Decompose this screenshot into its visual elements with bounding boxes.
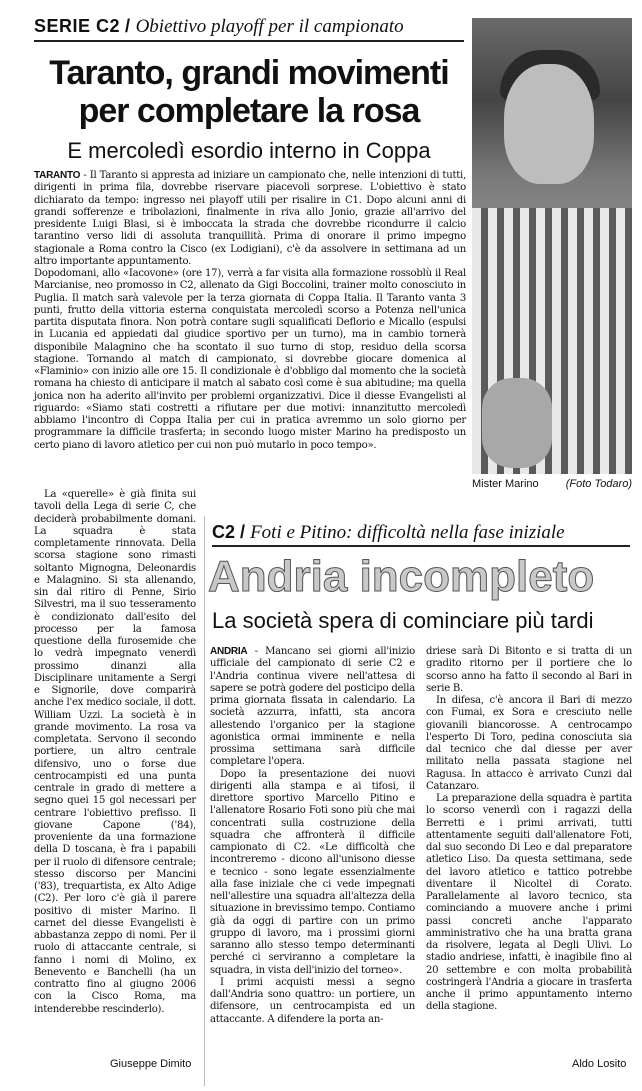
article2-paragraph-1 <box>210 646 415 769</box>
kicker-separator: / <box>240 522 246 542</box>
kicker-separator: / <box>125 16 131 36</box>
article2-column-1 <box>210 646 415 1026</box>
photo-face <box>504 64 594 184</box>
article2-signature: Aldo Losito <box>572 1058 627 1070</box>
column-divider <box>204 516 205 1086</box>
article2-column-2 <box>426 646 632 1014</box>
kicker-rule <box>212 545 630 547</box>
headline-line-2: per completare la rosa <box>78 92 420 130</box>
section-label: SERIE C2 <box>34 16 121 36</box>
section-label: C2 <box>212 522 236 542</box>
article2-paragraph-3: I primi acquisti messi a segno dall'Andria sono quattro: un portiere, un difensore, un centrocampista ed un attaccante. A difendere la porta an- <box>210 976 415 1025</box>
article2-paragraph-5: In difesa, c'è ancora il Bari di mezzo con Fumai, ex Sora e cresciuto nelle giovanili biancorosse. A centrocampo l'esperto Di Toro, pedina conosciuta sia dal tecnico che dal diesse per aver militato nella passata stagione nel Ragusa. In attacco è arrivato Cunzi dal Catanzaro. <box>426 695 632 792</box>
dateline: TARANTO <box>34 170 81 181</box>
article2-subhead: La società spera di cominciare più tardi <box>212 608 594 633</box>
article1-body-left <box>34 489 196 1016</box>
paragraph-text: - Il Taranto si appresta ad iniziare un campionato che, nelle intenzioni di tutti, dirigenti in prima fila, dovrebbe riservare piacevoli sorprese. L'obiettivo è stato dichiarato da tempo: ingresso nei playoff utili per risalire in C1. Dopo alcuni anni di grandi sofferenze e tribolazioni, finalmente in riva allo Jonio, grazie all'arrivo del presidente Luigi Blasi, si è imboccata la strada che dovrebbe ricondurre il calcio tarantino verso lidi di assoluta tranquillità. Prima di onorare il primo impegno stagionale a Roma contro la Cisco (ex Lodigiani), c'è da assolvere in settimana ad un altro importante appuntamento. <box>34 170 466 267</box>
kicker-rule <box>34 40 464 42</box>
caption-name: Mister Marino <box>472 478 539 490</box>
article2-kicker <box>212 522 565 544</box>
caption-credit: (Foto Todaro) <box>565 478 632 490</box>
article1-paragraph-3: La «querelle» è già finita sui tavoli della Lega di serie C, che deciderà probabilmente domani. La squadra è stata completamente rinnovata. Della scorsa stagione sono rimasti soltanto Mignogna, Deleonardis e Malagnino. Si sta allenando, sin dal ritiro di Penne, Sirio Silvestri, ma il suo tesseramento è condizionato dall'esito del processo per la famosa questione della furosemide che lo vedrà impegnato venerdì prossimo dinanzi alla Disciplinare unitamente a Sergi e Signorile, dove comparirà anche l'ex medico sociale, il dott. William Uzzi. La società è in grande movimento. La rosa va completata. Servono il secondo portiere, un altro centrale difensivo, uno o forse due centrocampisti ed una punta centrale in grado di mettere a segno quei 15 gol necessari per centrare l'obiettivo prefisso. Il giovane Capone ('84), proveniente da una formazione della D toscana, è fra i papabili per il ruolo di difensore centrale; stesso discorso per Mancini ('83), trequartista, ex Alto Adige (C2). Per loro c'è già il parere positivo di mister Marino. Il carnet del diesse Evangelisti è abbastanza zeppo di nomi. Per il ruolo di attaccante centrale, si fanno i nomi di Molino, ex Benevento e Banchelli (ha un contratto fino al giugno 2006 con la Cisco Roma, ma intenderebbe rescinderlo). <box>34 489 196 1015</box>
article1-paragraph-1 <box>34 170 466 268</box>
article1-paragraph-2: Dopodomani, allo «Iacovone» (ore 17), verrà a far visita alla formazione rossoblù il Real Marcianise, neo promosso in C2, allenato da Gigi Boccolini, trainer molto conosciuto in Puglia. Il match sarà valevole per la terza giornata di Coppa Italia. Il Taranto vanta 3 punti, frutto della vittoria esterna conquistata mercoledì scorso a Potenza nell'unica partita disputata finora. Non potrà contare sugli squalificati Deflorio e Micallo (espulsi in Lucania ed appiedati dal giudice sportivo per un turno), ma in cambio tornerà disponibile Malagnino che ha scontato il suo turno di stop, residuo della scorsa stagione. Tornando al match di campionato, si dovrebbe giocare domenica al «Flaminio» con inizio alle ore 15. Il condizionale è d'obbligo dal momento che la società romana ha chiesto di anticipare il match al sabato così come è sua abitudine; ma quella jonica non ha aderito all'invito per problemi organizzativi. Dice il diesse Evangelisti al riguardo: «Siamo stati costretti a rifiutare per due motivi: innanzitutto mercoledì abbiamo l'incontro di Coppa Italia per cui in pratica avremmo un solo giorno per programmare la difficile trasferta; in secondo luogo mister Marino ha predisposto un certo piano di lavoro atletico per cui non può mutarlo in poco tempo». <box>34 268 466 451</box>
article1-kicker <box>34 16 404 38</box>
photo-caption <box>472 478 632 490</box>
dateline: ANDRIA <box>210 646 248 657</box>
article1-body-top <box>34 170 466 452</box>
article2-headline: Andria incompleto <box>208 552 595 601</box>
photo-hand <box>482 378 552 468</box>
coach-photo <box>472 18 632 474</box>
kicker-topic: Obiettivo playoff per il campionato <box>135 16 404 37</box>
article1-headline <box>34 54 464 130</box>
article2-paragraph-2: Dopo la presentazione dei nuovi dirigenti alla stampa e ai tifosi, il direttore sportivo Marcello Pitino e l'allenatore Rosario Foti sono più che mai concentrati sulla costruzione della squadra che affronterà il difficile campionato di C2. «Le difficoltà che incontreremo - dicono all'unisono diesse e tecnico - sono legate essenzialmente alla fase iniziale che ci vede impegnati nell'allestire una squadra all'altezza della situazione in brevissimo tempo. Contiamo già da oggi di partire con un primo gruppo di lavoro, ma i prossimi giorni saranno allo stesso tempo determinanti perché ci serviranno a completare la squadra, in vista dell'inizio del torneo». <box>210 768 415 976</box>
kicker-topic: Foti e Pitino: difficoltà nella fase iniziale <box>250 522 565 543</box>
article1-signature: Giuseppe Dimito <box>110 1058 192 1070</box>
headline-line-1: Taranto, grandi movimenti <box>49 54 449 92</box>
paragraph-text: - Mancano sei giorni all'inizio ufficiale del campionato di serie C2 e l'Andria continua vivere nell'attesa di sapere se potrà godere del posticipo della prima giornata fissata in calendario. La società azzurra, infatti, sta ancora allestendo l'organico per la stagione agonistica ormai imminente e nella prossima settimana sarà difficile completare l'opera. <box>210 646 415 768</box>
article2-paragraph-6: La preparazione della squadra è partita lo scorso venerdì con i ragazzi della Berretti e i primi arrivati, tutti attentamente seguiti dall'allenatore Foti, dal suo secondo Di Leo e dal preparatore atletico Liso. Da questa settimana, sede del lavoro atletico e tattico potrebbe diventare il Nicoltel di Corato. Parallelamente al lavoro tecnico, sta cominciando a muovere anche i primi passi concreti anche l'apparato amministrativo che ha una bratta grana da risolvere, legata al Degli Ulivi. Lo stadio andriese, infatti, è inagibile fino al 20 settembre e con molta probabilità costringerà l'Andria a giocare in trasferta anche il primo appuntamento interno della stagione. <box>426 793 632 1013</box>
article2-paragraph-4: driese sarà Di Bitonto e si tratta di un gradito ritorno per il portiere che lo scorso anno ha fatto il secondo al Bari in serie B. <box>426 646 632 694</box>
article1-subhead: E mercoledì esordio interno in Coppa <box>67 138 431 163</box>
